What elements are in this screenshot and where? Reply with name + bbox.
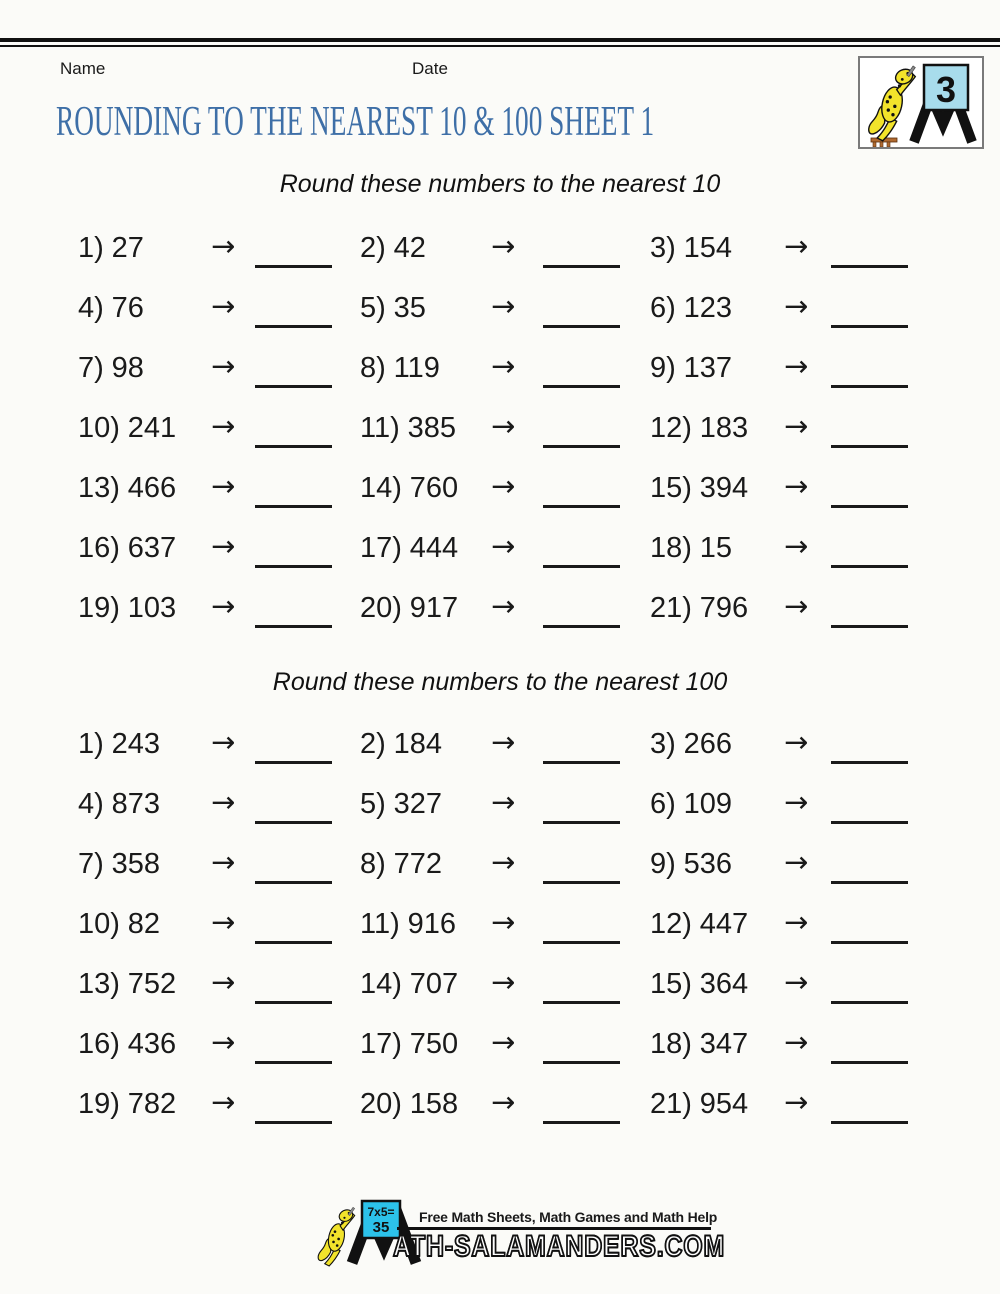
problem-number: 17): [360, 1028, 402, 1060]
arrow-icon: →: [211, 725, 236, 759]
top-border-rule-thick: [0, 38, 1000, 42]
problem-value: 27: [111, 232, 144, 264]
answer-blank-cell: [255, 1074, 360, 1134]
answer-blank-cell: [543, 278, 650, 338]
problem-label: [78, 834, 205, 894]
problem-label: [650, 338, 778, 398]
problem-number: 4): [78, 788, 104, 820]
answer-blank-cell: [831, 894, 923, 954]
arrow-icon: →: [491, 289, 516, 323]
problem-label: [360, 458, 485, 518]
arrow-icon: →: [211, 785, 236, 819]
answer-blank[interactable]: [831, 505, 908, 508]
answer-blank[interactable]: [255, 385, 332, 388]
answer-blank-cell: [255, 1014, 360, 1074]
problem-label: [650, 774, 778, 834]
arrow-icon: →: [491, 725, 516, 759]
problem-number: 16): [78, 532, 120, 564]
problem-label: [78, 278, 205, 338]
answer-blank-cell: [255, 458, 360, 518]
answer-blank-cell: [831, 834, 923, 894]
answer-blank-cell: [831, 578, 923, 638]
top-border-rule-thin: [0, 45, 1000, 47]
salamander-icon: [869, 66, 916, 141]
answer-blank[interactable]: [831, 445, 908, 448]
arrow-icon: →: [211, 409, 236, 443]
answer-blank[interactable]: [543, 445, 620, 448]
problem-label: [650, 1074, 778, 1134]
problem-number: 8): [360, 848, 386, 880]
problem-number: 15): [650, 968, 692, 1000]
problem-number: 20): [360, 1088, 402, 1120]
problem-number: 21): [650, 1088, 692, 1120]
problem-value: 183: [699, 412, 749, 444]
problem-label: [360, 774, 485, 834]
answer-blank[interactable]: [255, 881, 332, 884]
problem-value: 154: [683, 232, 733, 264]
problem-number: 12): [650, 908, 692, 940]
problem-value: 241: [127, 412, 177, 444]
arrow-icon: →: [211, 529, 236, 563]
problem-value: 103: [127, 592, 177, 624]
problem-value: 184: [393, 728, 443, 760]
answer-blank[interactable]: [255, 1061, 332, 1064]
problem-number: 6): [650, 292, 676, 324]
answer-blank[interactable]: [255, 1121, 332, 1124]
answer-blank-cell: [831, 218, 923, 278]
problem-number: 8): [360, 352, 386, 384]
answer-blank-cell: [543, 774, 650, 834]
problem-label: [78, 458, 205, 518]
problem-value: 466: [127, 472, 177, 504]
arrow-icon: →: [211, 1025, 236, 1059]
problem-label: [360, 1074, 485, 1134]
grade-badge-logo: [858, 56, 984, 149]
problem-value: 772: [393, 848, 443, 880]
arrow-icon: →: [491, 469, 516, 503]
problems-grid-nearest-10: [0, 218, 1000, 638]
problem-number: 3): [650, 728, 676, 760]
answer-blank[interactable]: [255, 325, 332, 328]
problem-value: 266: [683, 728, 733, 760]
answer-blank[interactable]: [831, 941, 908, 944]
problem-value: 119: [393, 352, 440, 384]
problem-number: 17): [360, 532, 402, 564]
problem-value: 137: [683, 352, 733, 384]
problem-value: 82: [127, 908, 161, 940]
grade-badge-number: 3: [935, 69, 957, 110]
problem-value: 123: [683, 292, 733, 324]
arrow-icon: →: [491, 1025, 516, 1059]
answer-blank[interactable]: [255, 505, 332, 508]
date-label: Date: [412, 59, 448, 78]
problem-number: 18): [650, 1028, 692, 1060]
answer-blank-cell: [255, 398, 360, 458]
problem-number: 15): [650, 472, 692, 504]
answer-blank-cell: [831, 774, 923, 834]
answer-blank-cell: [255, 278, 360, 338]
problem-number: 2): [360, 232, 386, 264]
problem-number: 21): [650, 592, 692, 624]
problem-number: 16): [78, 1028, 120, 1060]
arrow-icon: →: [784, 1085, 809, 1119]
problem-value: 109: [683, 788, 733, 820]
answer-blank[interactable]: [543, 385, 620, 388]
problem-value: 917: [409, 592, 459, 624]
problem-label: [78, 218, 205, 278]
arrow-icon: →: [211, 965, 236, 999]
problem-label: [360, 1014, 485, 1074]
problem-label: [650, 714, 778, 774]
answer-blank[interactable]: [831, 1121, 908, 1124]
answer-blank[interactable]: [255, 265, 332, 268]
answer-blank-cell: [255, 894, 360, 954]
problem-label: [78, 1014, 205, 1074]
problem-number: 7): [78, 352, 104, 384]
arrow-icon: →: [491, 785, 516, 819]
problem-number: 7): [78, 848, 104, 880]
answer-blank-cell: [255, 954, 360, 1014]
problem-value: 752: [127, 968, 177, 1000]
answer-blank-cell: [831, 458, 923, 518]
arrow-icon: →: [784, 785, 809, 819]
answer-blank[interactable]: [831, 625, 908, 628]
answer-blank[interactable]: [255, 625, 332, 628]
answer-blank-cell: [831, 1014, 923, 1074]
problem-value: 35: [393, 292, 426, 324]
problem-value: 327: [393, 788, 443, 820]
arrow-icon: →: [784, 529, 809, 563]
problem-label: [360, 578, 485, 638]
answer-blank-cell: [255, 338, 360, 398]
arrow-icon: →: [491, 349, 516, 383]
answer-blank[interactable]: [831, 1061, 908, 1064]
arrow-icon: →: [491, 589, 516, 623]
problem-number: 6): [650, 788, 676, 820]
problem-label: [360, 218, 485, 278]
arrow-icon: →: [211, 845, 236, 879]
problem-label: [650, 278, 778, 338]
problem-value: 158: [409, 1088, 459, 1120]
problem-number: 12): [650, 412, 692, 444]
problem-number: 9): [650, 352, 676, 384]
problem-label: [650, 398, 778, 458]
problem-label: [650, 894, 778, 954]
arrow-icon: →: [491, 529, 516, 563]
problem-value: 364: [699, 968, 749, 1000]
problem-number: 14): [360, 472, 402, 504]
answer-blank-cell: [543, 338, 650, 398]
answer-blank[interactable]: [543, 1001, 620, 1004]
problem-value: 707: [409, 968, 459, 1000]
arrow-icon: →: [211, 1085, 236, 1119]
page-title: ROUNDING TO THE NEAREST 10 & 100 SHEET 1: [56, 99, 655, 145]
answer-blank-cell: [543, 894, 650, 954]
arrow-icon: →: [491, 965, 516, 999]
sign-line-1: 7x5=: [367, 1205, 395, 1219]
answer-blank[interactable]: [543, 1121, 620, 1124]
problem-value: 436: [127, 1028, 177, 1060]
arrow-icon: →: [784, 409, 809, 443]
answer-blank-cell: [543, 218, 650, 278]
problem-label: [650, 458, 778, 518]
answer-blank-cell: [255, 518, 360, 578]
answer-blank[interactable]: [255, 1001, 332, 1004]
problem-label: [360, 278, 485, 338]
arrow-icon: →: [784, 965, 809, 999]
answer-blank[interactable]: [255, 941, 332, 944]
problem-value: 243: [111, 728, 161, 760]
arrow-icon: →: [211, 469, 236, 503]
name-label: Name: [60, 59, 106, 78]
answer-blank-cell: [831, 714, 923, 774]
problem-value: 536: [683, 848, 733, 880]
section-heading-nearest-100: Round these numbers to the nearest 100: [272, 668, 728, 696]
answer-blank-cell: [831, 398, 923, 458]
answer-blank-cell: [543, 578, 650, 638]
problem-value: 637: [127, 532, 177, 564]
answer-blank[interactable]: [831, 881, 908, 884]
answer-blank-cell: [543, 1014, 650, 1074]
problem-value: 954: [699, 1088, 749, 1120]
problem-label: [650, 954, 778, 1014]
problem-number: 19): [78, 592, 120, 624]
answer-blank[interactable]: [831, 265, 908, 268]
answer-blank[interactable]: [255, 821, 332, 824]
problem-label: [360, 834, 485, 894]
problem-number: 11): [360, 412, 400, 444]
answer-blank[interactable]: [543, 325, 620, 328]
problem-label: [650, 834, 778, 894]
problem-label: [78, 398, 205, 458]
answer-blank[interactable]: [255, 445, 332, 448]
answer-blank-cell: [255, 714, 360, 774]
arrow-icon: →: [784, 289, 809, 323]
problem-number: 9): [650, 848, 676, 880]
arrow-icon: →: [784, 469, 809, 503]
answer-blank-cell: [255, 578, 360, 638]
problem-label: [650, 518, 778, 578]
answer-blank[interactable]: [831, 565, 908, 568]
arrow-icon: →: [211, 349, 236, 383]
problem-value: 916: [407, 908, 456, 940]
problem-label: [78, 338, 205, 398]
arrow-icon: →: [784, 725, 809, 759]
problem-number: 1): [78, 728, 104, 760]
answer-blank[interactable]: [543, 1061, 620, 1064]
answer-blank-cell: [831, 278, 923, 338]
problem-number: 13): [78, 968, 120, 1000]
problem-value: 15: [699, 532, 733, 564]
section-heading-nearest-10: Round these numbers to the nearest 10: [279, 170, 721, 198]
answer-blank-cell: [831, 338, 923, 398]
answer-blank-cell: [255, 834, 360, 894]
answer-blank-cell: [543, 714, 650, 774]
problem-value: 385: [407, 412, 456, 444]
problem-number: 10): [78, 908, 120, 940]
problem-value: 42: [393, 232, 426, 264]
arrow-icon: →: [491, 845, 516, 879]
problem-label: [650, 1014, 778, 1074]
arrow-icon: →: [211, 289, 236, 323]
answer-blank-cell: [543, 1074, 650, 1134]
problem-number: 19): [78, 1088, 120, 1120]
problem-label: [650, 218, 778, 278]
answer-blank[interactable]: [543, 821, 620, 824]
arrow-icon: →: [491, 229, 516, 263]
arrow-icon: →: [784, 589, 809, 623]
problem-number: 18): [650, 532, 692, 564]
problem-number: 14): [360, 968, 402, 1000]
problem-label: [78, 1074, 205, 1134]
answer-blank-cell: [831, 1074, 923, 1134]
problem-label: [360, 954, 485, 1014]
answer-blank[interactable]: [543, 265, 620, 268]
problem-value: 447: [699, 908, 749, 940]
problem-number: 1): [78, 232, 104, 264]
problem-number: 4): [78, 292, 104, 324]
arrow-icon: →: [491, 409, 516, 443]
problem-label: [78, 894, 205, 954]
problem-value: 796: [699, 592, 749, 624]
answer-blank[interactable]: [831, 325, 908, 328]
problem-label: [78, 518, 205, 578]
problem-value: 750: [409, 1028, 459, 1060]
problem-value: 782: [127, 1088, 177, 1120]
arrow-icon: →: [211, 905, 236, 939]
answer-blank-cell: [255, 218, 360, 278]
problem-label: [650, 578, 778, 638]
problem-number: 2): [360, 728, 386, 760]
answer-blank[interactable]: [831, 385, 908, 388]
problem-label: [360, 894, 485, 954]
answer-blank-cell: [543, 518, 650, 578]
arrow-icon: →: [784, 229, 809, 263]
problem-label: [78, 774, 205, 834]
problem-label: [78, 714, 205, 774]
problem-label: [78, 954, 205, 1014]
arrow-icon: →: [211, 229, 236, 263]
answer-blank[interactable]: [543, 941, 620, 944]
problem-number: 10): [78, 412, 120, 444]
problem-value: 347: [699, 1028, 749, 1060]
problem-number: 20): [360, 592, 402, 624]
problem-number: 5): [360, 292, 386, 324]
problem-value: 358: [111, 848, 161, 880]
answer-blank[interactable]: [543, 565, 620, 568]
problem-label: [78, 578, 205, 638]
answer-blank[interactable]: [543, 505, 620, 508]
arrow-icon: →: [784, 845, 809, 879]
problem-label: [360, 714, 485, 774]
answer-blank-cell: [543, 398, 650, 458]
problem-label: [360, 338, 485, 398]
problem-label: [360, 398, 485, 458]
answer-blank[interactable]: [255, 565, 332, 568]
problem-value: 394: [699, 472, 749, 504]
answer-blank[interactable]: [255, 761, 332, 764]
footer-site-text: ATH-SALAMANDERS.COM: [393, 1230, 726, 1263]
answer-blank-cell: [543, 954, 650, 1014]
problem-label: [360, 518, 485, 578]
answer-blank-cell: [831, 954, 923, 1014]
answer-blank[interactable]: [543, 625, 620, 628]
problem-value: 873: [111, 788, 161, 820]
answer-blank-cell: [543, 834, 650, 894]
problem-value: 76: [111, 292, 144, 324]
answer-blank-cell: [255, 774, 360, 834]
arrow-icon: →: [784, 1025, 809, 1059]
problem-value: 98: [111, 352, 144, 384]
problem-number: 3): [650, 232, 676, 264]
arrow-icon: →: [211, 589, 236, 623]
arrow-icon: →: [491, 1085, 516, 1119]
problem-number: 13): [78, 472, 120, 504]
problem-number: 11): [360, 908, 400, 940]
problem-value: 760: [409, 472, 459, 504]
m-logo-icon: [860, 58, 982, 147]
answer-blank-cell: [543, 458, 650, 518]
sign-line-2: 35: [372, 1219, 390, 1236]
arrow-icon: →: [784, 349, 809, 383]
problem-number: 5): [360, 788, 386, 820]
problem-value: 444: [409, 532, 459, 564]
arrow-icon: →: [784, 905, 809, 939]
answer-blank[interactable]: [831, 821, 908, 824]
answer-blank[interactable]: [831, 761, 908, 764]
answer-blank[interactable]: [543, 761, 620, 764]
arrow-icon: →: [491, 905, 516, 939]
answer-blank[interactable]: [543, 881, 620, 884]
problems-grid-nearest-100: [0, 714, 1000, 1134]
footer-tagline: Free Math Sheets, Math Games and Math Help: [419, 1209, 718, 1225]
answer-blank-cell: [831, 518, 923, 578]
answer-blank[interactable]: [831, 1001, 908, 1004]
